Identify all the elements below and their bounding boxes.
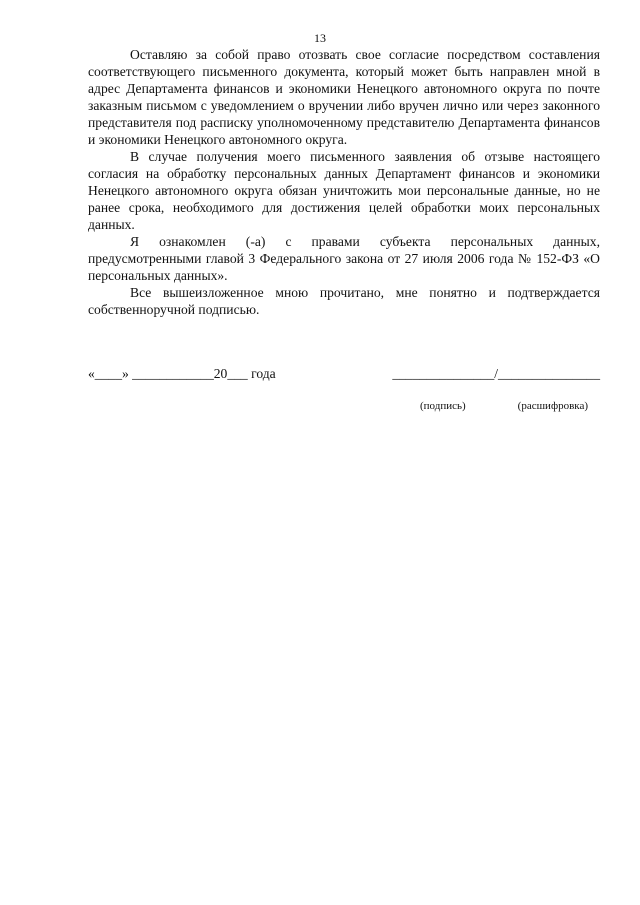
signature-labels [409,381,588,432]
signature-line: _______________/_______________ [392,366,600,381]
decode-label: (расшифровка) [517,400,588,412]
paragraph-rights: Я ознакомлен (-а) с правами субъекта персональных данных, предусмотренными главой 3 Федерального закона от 27 июля 2006 года № 152-ФЗ «О персональных данных». [88,234,600,283]
document-body [88,46,600,318]
paragraph-destruction: В случае получения моего письменного заявления об отзыве настоящего согласия на обработку персональных данных Департамент финансов и экономики Ненецкого автономного округа обязан уничтожить мои персональные данные, но не ранее срока, необходимого для достижения целей обработки моих персональных данных. [88,149,600,232]
signature-label: (подпись) [419,400,466,412]
page-number: 13 [314,31,326,45]
signature-block [88,365,600,412]
paragraph-confirmation: Все вышеизложенное мною прочитано, мне понятно и подтверждается собственноручной подписью. [88,285,600,317]
date-line: «____» ____________20___ года [88,366,276,381]
paragraph-revocation: Оставляю за собой право отозвать свое согласие посредством составления соответствующего письменного документа, который может быть направлен мной в адрес Департамента финансов и экономики Ненецкого автономного округа по почте заказным письмом с уведомлением о вручении либо вручен лично или через законного представителя под расписку уполномоченному представителю Департамента финансов и экономики Ненецкого автономного округа. [88,47,600,147]
